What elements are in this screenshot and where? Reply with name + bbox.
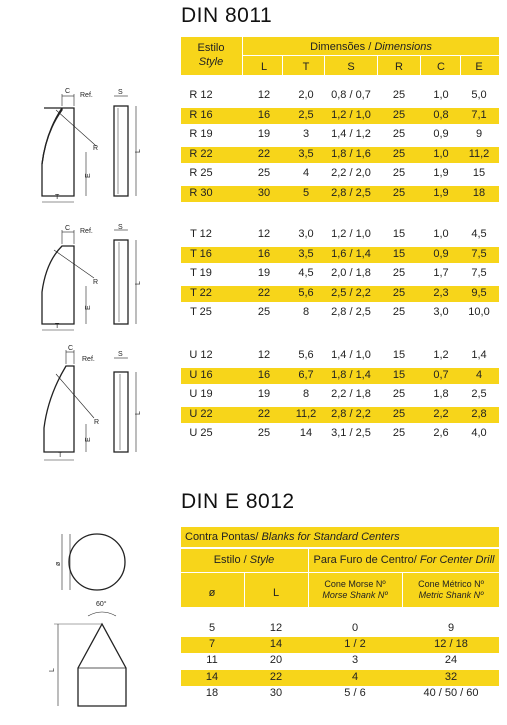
label-c-2: C bbox=[65, 225, 71, 232]
table-cell: U 22 bbox=[189, 407, 213, 420]
table-cell: 8 bbox=[302, 388, 310, 401]
table-cell: 12 bbox=[257, 228, 271, 240]
table-cell: 0,8 / 0,7 bbox=[331, 89, 371, 101]
table-cell: 32 bbox=[444, 670, 458, 683]
table-cell: 1,4 / 1,2 bbox=[331, 128, 371, 141]
table-row bbox=[181, 407, 499, 423]
style2-pt: Estilo / bbox=[213, 554, 247, 566]
table-cell: 1,9 bbox=[433, 167, 449, 180]
label-t: T bbox=[55, 194, 60, 201]
table-cell: 16 bbox=[257, 247, 271, 260]
table-cell: 4 bbox=[302, 167, 310, 180]
table-cell: 2,5 bbox=[471, 388, 487, 401]
table-cell: 2,6 bbox=[433, 427, 449, 440]
table-cell: 5 bbox=[302, 187, 310, 199]
table-row bbox=[181, 108, 499, 124]
table-cell: 0,7 bbox=[433, 368, 449, 381]
table-cell: 14 bbox=[205, 670, 219, 683]
dimensions-header-en: Dimensions bbox=[374, 41, 432, 53]
table-cell: 12 bbox=[269, 622, 283, 634]
table-cell: 1,8 bbox=[433, 388, 449, 401]
label-r-3: R bbox=[94, 419, 100, 426]
table-cell: 24 bbox=[444, 654, 458, 667]
table-cell: U 16 bbox=[189, 368, 213, 381]
table-cell: 0,9 bbox=[433, 128, 449, 141]
table-cell: 12 bbox=[257, 89, 271, 101]
table-cell: 5,6 bbox=[298, 286, 314, 299]
table-cell: 7 bbox=[208, 638, 216, 651]
table-cell: 5,6 bbox=[298, 349, 314, 361]
table-cell: U 12 bbox=[189, 349, 213, 361]
table-cell: 2,0 bbox=[298, 89, 314, 101]
table-cell: 2,8 / 2,5 bbox=[331, 187, 371, 199]
tool-bit-t-drawing bbox=[34, 222, 174, 347]
table-cell: 2,5 / 2,2 bbox=[331, 286, 371, 299]
table-row bbox=[181, 286, 499, 302]
tool-bit-r-drawing bbox=[34, 84, 174, 209]
dine8012-banner bbox=[181, 527, 499, 547]
label-e: E bbox=[85, 173, 92, 178]
label-r-2: R bbox=[93, 279, 99, 286]
banner-en: Blanks for Standard Centers bbox=[261, 531, 400, 543]
table-row bbox=[181, 387, 499, 403]
table-row bbox=[181, 686, 499, 702]
table-cell: T 22 bbox=[190, 286, 212, 299]
label-t-2: T bbox=[55, 323, 60, 330]
table-cell: 22 bbox=[257, 147, 271, 160]
morse-pt: Cone Morse Nº bbox=[324, 579, 386, 589]
table-cell: 4 bbox=[351, 670, 359, 683]
table-cell: 1,9 bbox=[433, 187, 449, 199]
morse-header bbox=[309, 579, 401, 601]
col-phi: ø bbox=[208, 587, 216, 599]
table-cell: 3,0 bbox=[433, 306, 449, 319]
metric-en: Metric Shank Nº bbox=[418, 590, 484, 600]
table-cell: 4,0 bbox=[471, 427, 487, 440]
table-cell: 1,8 / 1,4 bbox=[331, 368, 371, 381]
table-cell: 1,2 / 1,0 bbox=[331, 108, 371, 121]
table-cell: 40 / 50 / 60 bbox=[423, 686, 479, 699]
table-cell: 30 bbox=[257, 187, 271, 199]
table-row bbox=[181, 348, 499, 364]
table-cell: 1,4 bbox=[471, 349, 487, 361]
table-row bbox=[181, 266, 499, 282]
table-cell: 1,0 bbox=[433, 89, 449, 101]
table-cell: 2,0 / 1,8 bbox=[331, 267, 371, 280]
table-cell: 8 bbox=[302, 306, 310, 319]
table-cell: 3,0 bbox=[298, 228, 314, 240]
table-cell: 15 bbox=[472, 167, 486, 180]
table-cell: 16 bbox=[257, 368, 271, 381]
table-cell: R 12 bbox=[189, 89, 213, 101]
table-cell: 15 bbox=[392, 228, 406, 240]
table-cell: 0,9 bbox=[433, 247, 449, 260]
label-t-3: T bbox=[58, 452, 63, 459]
table-cell: 22 bbox=[269, 670, 283, 683]
label-ref-3: Ref. bbox=[82, 356, 95, 363]
label-c-3: C bbox=[68, 345, 74, 352]
table-cell: 5,0 bbox=[471, 89, 487, 101]
center-blank-drawing bbox=[40, 520, 150, 720]
label-r: R bbox=[93, 145, 99, 152]
table-cell: 1,4 / 1,0 bbox=[331, 349, 371, 361]
style-header bbox=[181, 41, 241, 69]
table-row bbox=[181, 227, 499, 243]
table-row bbox=[181, 247, 499, 263]
table-cell: 1,0 bbox=[433, 228, 449, 240]
label-l-2: L bbox=[135, 281, 142, 285]
table-cell: 25 bbox=[392, 128, 406, 141]
label-l-3: L bbox=[135, 411, 142, 415]
table-cell: 25 bbox=[392, 89, 406, 101]
table-cell: 25 bbox=[257, 306, 271, 319]
table-cell: 5 / 6 bbox=[344, 686, 366, 699]
table-cell: 1,7 bbox=[433, 267, 449, 280]
table-row bbox=[181, 637, 499, 653]
label-ref: Ref. bbox=[80, 92, 93, 99]
style-header-2 bbox=[181, 554, 307, 566]
table-cell: 18 bbox=[205, 686, 219, 699]
table-cell: 11 bbox=[206, 654, 218, 667]
table-cell: 7,1 bbox=[471, 108, 487, 121]
table-cell: U 25 bbox=[189, 427, 213, 440]
label-phi: ø bbox=[55, 561, 62, 566]
table-cell: 3,1 / 2,5 bbox=[331, 427, 371, 440]
table-cell: R 22 bbox=[189, 147, 213, 160]
label-e-2: E bbox=[85, 305, 92, 310]
table-cell: 15 bbox=[392, 349, 406, 361]
style-header-en: Style bbox=[198, 56, 224, 68]
table-cell: 1,2 / 1,0 bbox=[331, 228, 371, 240]
table-cell: 25 bbox=[392, 427, 406, 440]
table-cell: 19 bbox=[257, 128, 271, 141]
style-header-pt: Estilo bbox=[197, 42, 225, 54]
table-cell: 2,8 / 2,2 bbox=[331, 407, 371, 420]
table-cell: 15 bbox=[392, 247, 406, 260]
drill-en: For Center Drill bbox=[419, 554, 495, 566]
table-cell: 20 bbox=[269, 654, 283, 667]
table-cell: 1,0 bbox=[433, 147, 449, 160]
dimensions-header bbox=[243, 41, 499, 53]
table-row bbox=[181, 368, 499, 384]
table-row bbox=[181, 653, 499, 669]
table-cell: 9,5 bbox=[471, 286, 487, 299]
table-row bbox=[181, 305, 499, 321]
table-cell: 9 bbox=[475, 128, 483, 141]
table-cell: 22 bbox=[257, 407, 271, 420]
table-cell: 4,5 bbox=[298, 267, 314, 280]
table-cell: 25 bbox=[392, 187, 406, 199]
table-cell: 14 bbox=[299, 427, 313, 440]
banner-pt: Contra Pontas/ bbox=[185, 531, 259, 543]
col-t: T bbox=[302, 61, 310, 73]
table-cell: 0 bbox=[351, 622, 359, 634]
label-ref-2: Ref. bbox=[80, 228, 93, 235]
table-cell: 30 bbox=[269, 686, 283, 699]
table-cell: 2,5 bbox=[298, 108, 314, 121]
table-cell: 5 bbox=[208, 622, 216, 634]
table-row bbox=[181, 670, 499, 686]
table-cell: R 19 bbox=[189, 128, 213, 141]
table-cell: 2,8 / 2,5 bbox=[331, 306, 371, 319]
table-cell: 2,3 bbox=[433, 286, 449, 299]
table-cell: T 12 bbox=[190, 228, 212, 240]
table-cell: 2,8 bbox=[471, 407, 487, 420]
table-cell: 22 bbox=[257, 286, 271, 299]
din8011-title: DIN 8011 bbox=[181, 4, 273, 27]
table-row bbox=[181, 186, 499, 202]
table-row bbox=[181, 147, 499, 163]
table-cell: 7,5 bbox=[471, 267, 487, 280]
label-l-4: L bbox=[49, 668, 56, 672]
table-cell: 4,5 bbox=[471, 228, 487, 240]
col-e: E bbox=[475, 61, 483, 73]
col-c: C bbox=[437, 61, 445, 73]
drill-header bbox=[309, 554, 499, 566]
table-cell: 25 bbox=[257, 167, 271, 180]
table-cell: 25 bbox=[392, 267, 406, 280]
table-cell: 16 bbox=[257, 108, 271, 121]
table-row bbox=[181, 88, 499, 104]
table-cell: 1,2 bbox=[433, 349, 449, 361]
table-cell: 12 / 18 bbox=[434, 638, 468, 651]
table-cell: 4 bbox=[475, 368, 483, 381]
label-c: C bbox=[65, 88, 71, 95]
col-s: S bbox=[347, 61, 355, 73]
drill-pt: Para Furo de Centro/ bbox=[313, 554, 417, 566]
table-cell: 3,5 bbox=[298, 147, 314, 160]
table-cell: 7,5 bbox=[471, 247, 487, 260]
table-cell: 1,6 / 1,4 bbox=[331, 247, 371, 260]
table-cell: 25 bbox=[392, 147, 406, 160]
table-row bbox=[181, 621, 499, 637]
label-e-3: E bbox=[85, 437, 92, 442]
col-l: L bbox=[260, 61, 268, 73]
table-cell: 14 bbox=[269, 638, 283, 651]
table-cell: 3,5 bbox=[298, 247, 314, 260]
table-cell: 25 bbox=[392, 306, 406, 319]
table-cell: R 30 bbox=[189, 187, 213, 199]
table-cell: 15 bbox=[392, 368, 406, 381]
table-cell: 0,8 bbox=[433, 108, 449, 121]
din8011-table-header bbox=[181, 37, 499, 75]
table-cell: 11,2 bbox=[468, 147, 490, 160]
table-cell: 12 bbox=[257, 349, 271, 361]
table-cell: 25 bbox=[392, 108, 406, 121]
style2-en: Style bbox=[249, 554, 275, 566]
table-cell: 11,2 bbox=[295, 407, 317, 420]
table-cell: 3 bbox=[351, 654, 359, 667]
table-cell: 25 bbox=[257, 427, 271, 440]
label-s-3: S bbox=[118, 351, 123, 358]
table-row bbox=[181, 426, 499, 442]
table-cell: 2,2 / 1,8 bbox=[331, 388, 371, 401]
table-cell: 3 bbox=[302, 128, 310, 141]
table-cell: 25 bbox=[392, 167, 406, 180]
dine8012-title: DIN E 8012 bbox=[181, 490, 295, 513]
label-60deg: 60° bbox=[96, 601, 107, 608]
tool-bit-u-drawing bbox=[34, 344, 174, 469]
table-cell: 19 bbox=[257, 388, 271, 401]
table-cell: T 19 bbox=[190, 267, 212, 280]
table-cell: 6,7 bbox=[298, 368, 314, 381]
label-l: L bbox=[135, 149, 142, 153]
table-cell: 2,2 bbox=[433, 407, 449, 420]
table-cell: 9 bbox=[447, 622, 455, 634]
dimensions-header-pt: Dimensões / bbox=[310, 41, 372, 53]
table-cell: 19 bbox=[257, 267, 271, 280]
col-l-2: L bbox=[272, 587, 280, 599]
metric-header bbox=[403, 579, 499, 601]
dine8012-table-header bbox=[181, 549, 499, 607]
table-cell: 25 bbox=[392, 407, 406, 420]
table-cell: 25 bbox=[392, 286, 406, 299]
table-row bbox=[181, 166, 499, 182]
table-cell: 2,2 / 2,0 bbox=[331, 167, 371, 180]
table-cell: 1,8 / 1,6 bbox=[331, 147, 371, 160]
table-cell: T 16 bbox=[190, 247, 212, 260]
table-cell: U 19 bbox=[189, 388, 213, 401]
table-cell: T 25 bbox=[190, 306, 212, 319]
table-cell: 18 bbox=[472, 187, 486, 199]
table-cell: R 25 bbox=[189, 167, 213, 180]
table-cell: 10,0 bbox=[468, 306, 490, 319]
table-cell: R 16 bbox=[189, 108, 213, 121]
label-s-2: S bbox=[118, 224, 123, 231]
table-cell: 1 / 2 bbox=[344, 638, 366, 651]
label-s: S bbox=[118, 89, 123, 96]
metric-pt: Cone Métrico Nº bbox=[418, 579, 484, 589]
table-cell: 25 bbox=[392, 388, 406, 401]
table-row bbox=[181, 127, 499, 143]
col-r: R bbox=[395, 61, 403, 73]
morse-en: Morse Shank Nº bbox=[322, 590, 388, 600]
